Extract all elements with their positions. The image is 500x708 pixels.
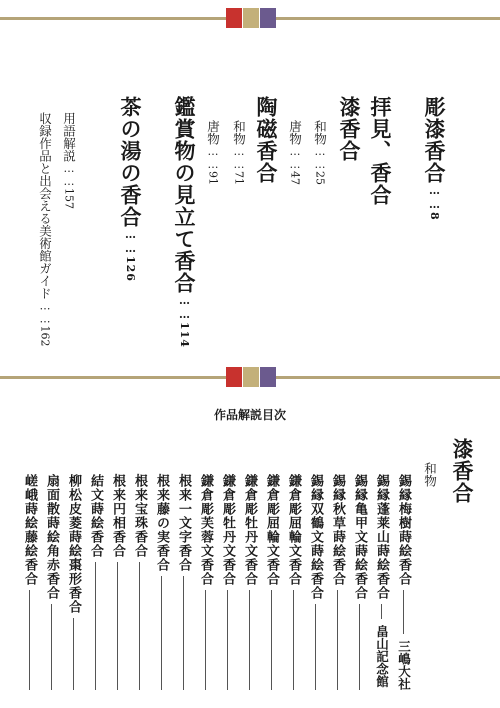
- middle-decorative-rule: [0, 367, 500, 387]
- leader-line: [73, 618, 74, 690]
- toc-wamono-shikko: 和物……25: [312, 120, 328, 185]
- works-entry: 鎌倉彫屈輪文香合: [264, 474, 279, 586]
- leader-line: [293, 590, 294, 690]
- leader-line: [51, 604, 52, 690]
- works-entry-location: 畠山記念館: [374, 625, 390, 688]
- leader-line: [381, 604, 382, 619]
- leader-line: [337, 590, 338, 690]
- works-category-label: 和物: [422, 462, 438, 487]
- leader-line: [403, 590, 404, 634]
- top-decorative-rule: [0, 8, 500, 28]
- toc-chanoyu: 茶の湯の香合……126: [118, 96, 143, 282]
- leader-line: [249, 590, 250, 690]
- leader-line: [139, 562, 140, 690]
- toc-shikko: 漆香合: [337, 96, 362, 162]
- leader-line: [117, 562, 118, 690]
- works-entry: 錫縁双鶴文蒔絵香合: [308, 474, 323, 600]
- works-entry: 扇面散蒔絵角赤香合: [44, 474, 59, 600]
- toc-wamono-toji: 和物……71: [231, 120, 247, 185]
- works-entry: 根来円相香合: [110, 474, 125, 558]
- works-entry: 錫縁亀甲文蒔絵香合: [352, 474, 367, 600]
- works-entry: 根来一文字香合: [176, 474, 191, 572]
- leader-line: [183, 576, 184, 690]
- works-entry: 根来藤の実香合: [154, 474, 169, 572]
- leader-line: [359, 604, 360, 690]
- works-entry-location: 三嶋大社: [396, 640, 412, 690]
- toc-karamono-toji: 唐物……91: [205, 120, 221, 185]
- works-entry: 嵯峨蒔絵藤絵香合: [22, 474, 37, 586]
- works-entry: 錫縁秋草蒔絵香合: [330, 474, 345, 586]
- toc-chokoushi: 彫漆香合……8: [422, 96, 447, 221]
- works-entry: 鎌倉彫牡丹文香合: [242, 474, 257, 586]
- toc-kanshobutsu: 鑑賞物の見立て香合……114: [172, 96, 197, 348]
- works-entry: 錫縁蓬莱山蒔絵香合: [374, 474, 389, 600]
- toc-karamono-shikko: 唐物……47: [287, 120, 303, 185]
- works-section-title: 漆香合: [450, 438, 475, 504]
- works-entry: 根来宝珠香合: [132, 474, 147, 558]
- works-index-heading: 作品解説目次: [213, 408, 286, 422]
- works-entry: 柳松皮菱蒔絵棗形香合: [66, 474, 81, 614]
- toc-yogo: 用語解説……157: [61, 112, 77, 209]
- works-entry: 錫縁梅樹蒔絵香合: [396, 474, 411, 586]
- leader-line: [95, 562, 96, 690]
- toc-toji: 陶磁香合: [254, 96, 279, 184]
- works-entry: 鎌倉彫芙蓉文香合: [198, 474, 213, 586]
- leader-line: [227, 590, 228, 690]
- works-entry: 結文蒔絵香合: [88, 474, 103, 558]
- works-entry: 鎌倉彫屈輪文香合: [286, 474, 301, 586]
- leader-line: [315, 604, 316, 690]
- toc-haiken: 拝見、香合: [368, 96, 393, 206]
- works-entry: 鎌倉彫牡丹文香合: [220, 474, 235, 586]
- leader-line: [271, 590, 272, 690]
- leader-line: [205, 590, 206, 690]
- leader-line: [161, 576, 162, 690]
- toc-museum-guide: 収録作品と出会える美術館ガイド……162: [37, 112, 53, 347]
- leader-line: [29, 590, 30, 690]
